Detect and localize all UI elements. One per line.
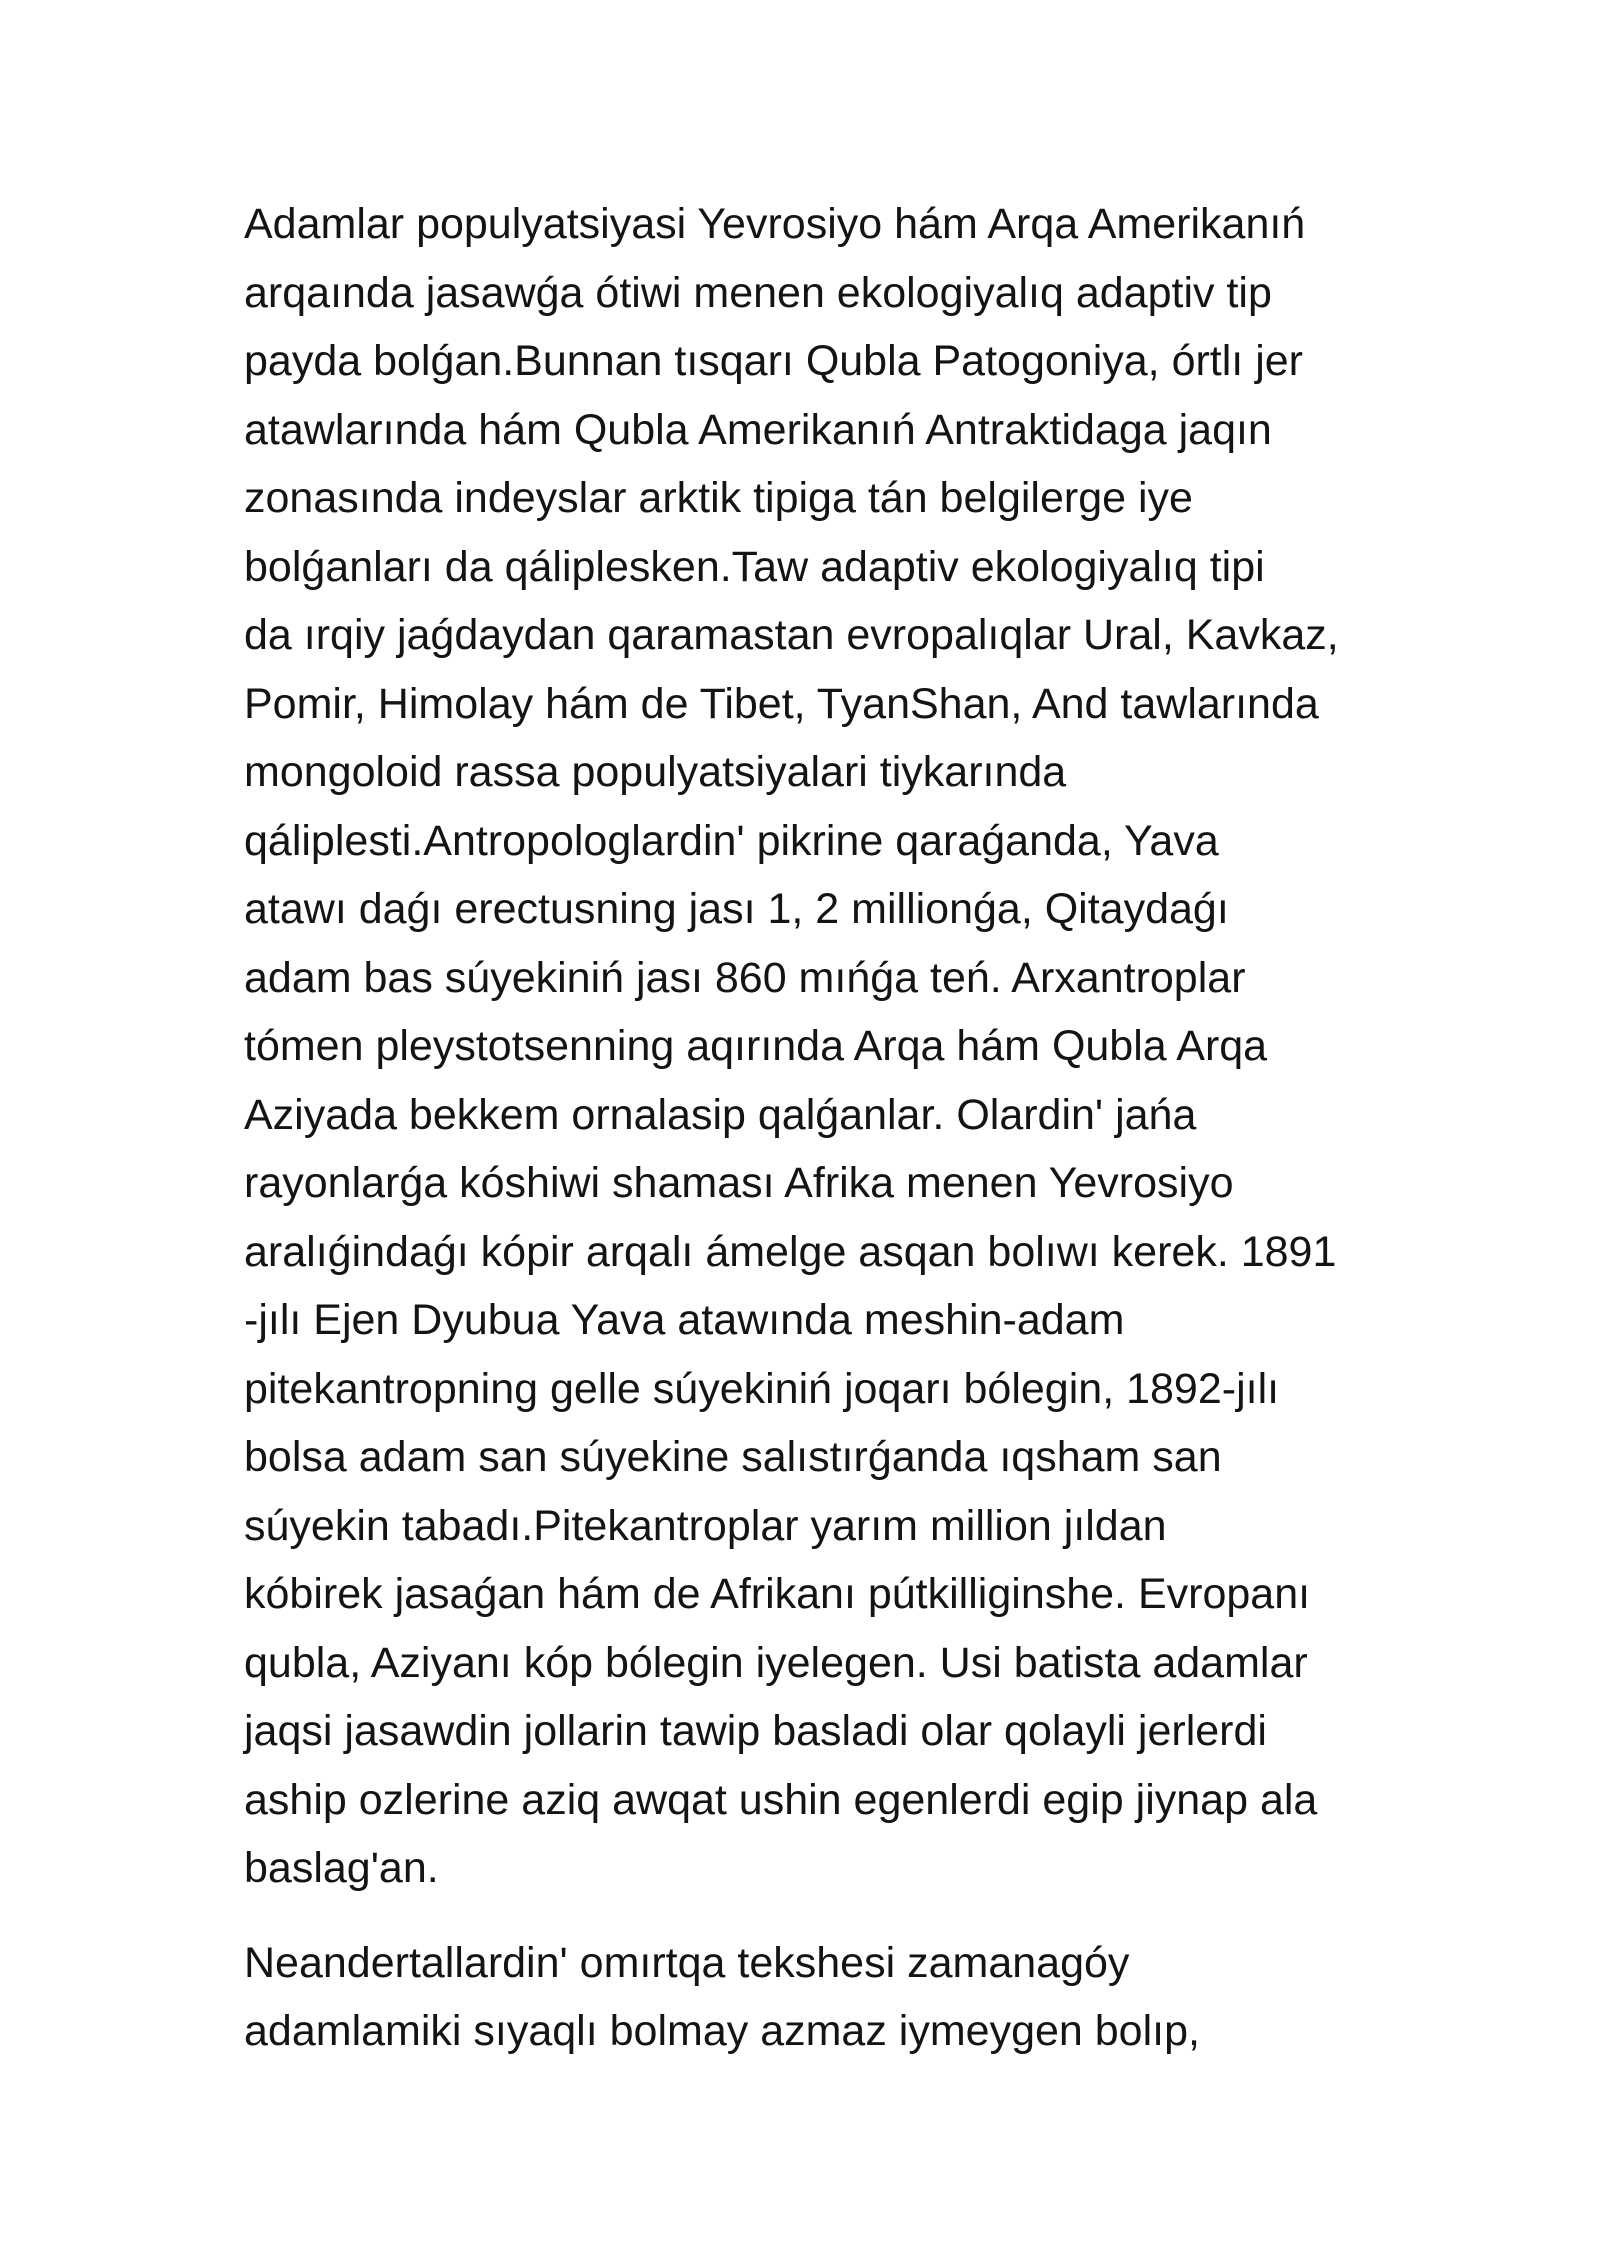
paragraph-1: Adamlar populyatsiyasi Yevrosiyo hám Arqa Amerikanıń arqaında jasawǵa ótiwi menen ekologiyalıq adaptiv tip payda bolǵan.Bunnan tısqarı Qubla Patogoniya, órtlı jer atawlarında hám Qubla Amerikanıń Antraktidaga jaqın zonasında indeyslar arktik tipiga tán belgilerge iye bolǵanları da qáliplesken.Taw adaptiv ekologiyalıq tipi da ırqiy jaǵdaydan qaramastan evropalıqlar Ural, Kavkaz, Pomir, Himolay hám de Tibet, TyanShan, And tawlarında mongoloid rassa populyatsiyalari tiykarında qáliplesti.Antropologlardin' pikrine qaraǵanda, Yava atawı daǵı erectusning jası 1, 2 millionǵa, Qitaydaǵı adam bas súyekiniń jası 860 mıńǵa teń. Arxantroplar tómen pleystotsenning aqırında Arqa hám Qubla Arqa Aziyada bekkem ornalasip qalǵanlar. Olardin' jańa rayonlarǵa kóshiwi shaması Afrika menen Yevrosiyo aralıǵindaǵı kópir arqalı ámelge asqan bolıwı kerek. 1891 -jılı Ejen Dyubua Yava atawında meshin-adam pitekantropning gelle súyekiniń joqarı bólegin, 1892-jılı bolsa adam san súyekine salıstırǵanda ıqsham san súyekin tabadı.Pitekantroplar yarım million jıldan kóbirek jasaǵan hám de Afrikanı pútkilliginshe. Evropanı qubla, Aziyanı kóp bólegin iyelegen. Usi batista adamlar jaqsi jasawdin jollarin tawip basladi olar qolayli jerlerdi aship ozlerine aziq awqat ushin egenlerdi egip jiynap ala baslag'an.: [244, 200, 1339, 1892]
paragraph-2: Neandertallardin' omırtqa tekshesi zamanagóy adamlamiki sıyaqlı bolmay azmaz iymeygen bolıp,: [244, 1938, 1200, 2055]
text-column: [244, 190, 1374, 2066]
